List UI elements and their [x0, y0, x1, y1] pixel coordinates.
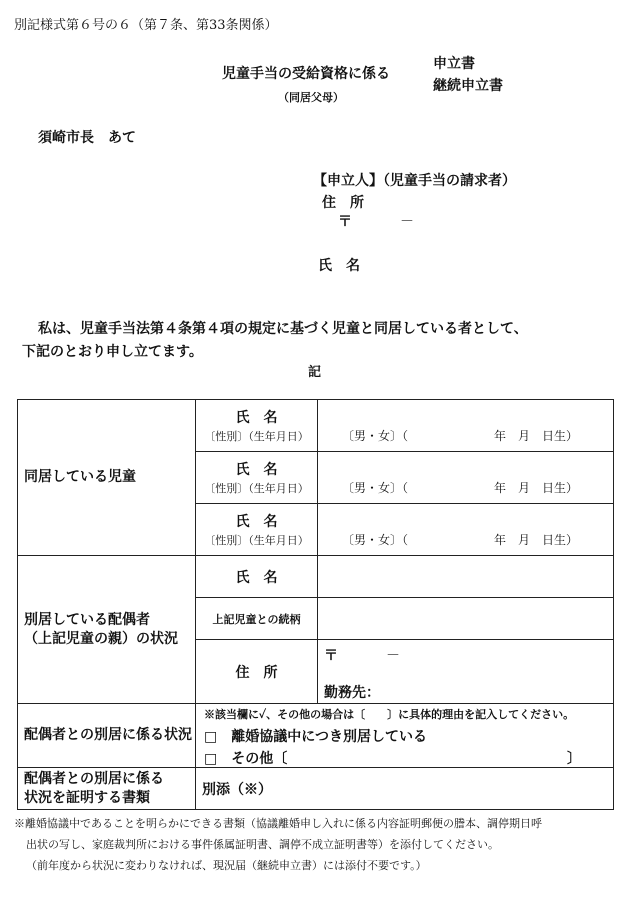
checkbox-other[interactable]: □ その他〔: [204, 751, 288, 767]
spouse-address-label: 住 所: [196, 640, 318, 704]
form-title: 児童手当の受給資格に係る: [222, 66, 390, 82]
child-1-value[interactable]: 〔男・女〕（ 年 月 日生）: [318, 400, 614, 452]
cohabit-label: 同居している児童: [18, 400, 196, 556]
footnote-1: ※離婚協議中であることを明らかにできる書類（協議離婚申し入れに係る内容証明郵便の謄本、調停期日呼: [14, 817, 542, 830]
separation-note: ※該当欄に✓、その他の場合は〔 〕に具体的理由を記入してください。: [204, 708, 575, 721]
postal-mark: 〒: [324, 648, 338, 664]
form-subtitle: （同居父母）: [278, 91, 344, 104]
footnote-3: （前年度から状況に変わりなければ、現況届（継続申立書）には添付不要です。）: [26, 859, 427, 872]
ki-heading: 記: [308, 365, 322, 380]
form-id: 別記様式第６号の６（第７条、第33条関係）: [14, 18, 278, 33]
child-2-value[interactable]: 〔男・女〕（ 年 月 日生）: [318, 452, 614, 504]
separation-label: 配偶者との別居に係る状況: [18, 704, 196, 768]
other-reason-close: 〕: [567, 751, 581, 767]
proof-label: 配偶者との別居に係る 状況を証明する書類: [18, 768, 196, 810]
addressee: 須崎市長 あて: [38, 130, 136, 146]
applicant-name-label: 氏 名: [318, 258, 360, 274]
declaration-line-1: 私は、児童手当法第４条第４項の規定に基づく児童と同居している者として、: [38, 321, 528, 337]
applicant-address-label: 住 所: [322, 195, 364, 211]
child-3-value[interactable]: 〔男・女〕（ 年 月 日生）: [318, 504, 614, 556]
spouse-address-field[interactable]: [318, 640, 614, 704]
applicant-postal-mark: 〒: [338, 214, 352, 230]
proof-value: 別添（※）: [196, 768, 614, 810]
title-option-continuation: 継続申立書: [433, 78, 503, 94]
checkbox-divorce[interactable]: □ 離婚協議中につき別居している: [204, 729, 427, 745]
workplace-label: 勤務先：: [324, 685, 380, 701]
declaration-line-2: 下記のとおり申し立てます。: [22, 344, 203, 360]
applicant-heading: 【申立人】（児童手当の請求者）: [313, 173, 516, 189]
child-3-name-label: 氏 名 〔性別〕（生年月日）: [196, 504, 318, 556]
spouse-status-label: 別居している配偶者 （上記児童の親）の状況: [18, 556, 196, 704]
details-table: [17, 399, 614, 810]
child-2-name-label: 氏 名 〔性別〕（生年月日）: [196, 452, 318, 504]
spouse-name-label: 氏 名: [196, 556, 318, 598]
relation-field[interactable]: [318, 598, 614, 640]
relation-label: 上記児童との続柄: [196, 598, 318, 640]
separation-options: [196, 704, 614, 768]
footnote-2: 出状の写し、家庭裁判所における事件係属証明書、調停不成立証明書等）を添付してください。: [26, 838, 499, 851]
postal-dash: －: [386, 648, 400, 664]
child-1-name-label: 氏 名 〔性別〕（生年月日）: [196, 400, 318, 452]
applicant-postal-dash: －: [400, 214, 414, 230]
spouse-name-field[interactable]: [318, 556, 614, 598]
title-option-application: 申立書: [433, 56, 475, 72]
